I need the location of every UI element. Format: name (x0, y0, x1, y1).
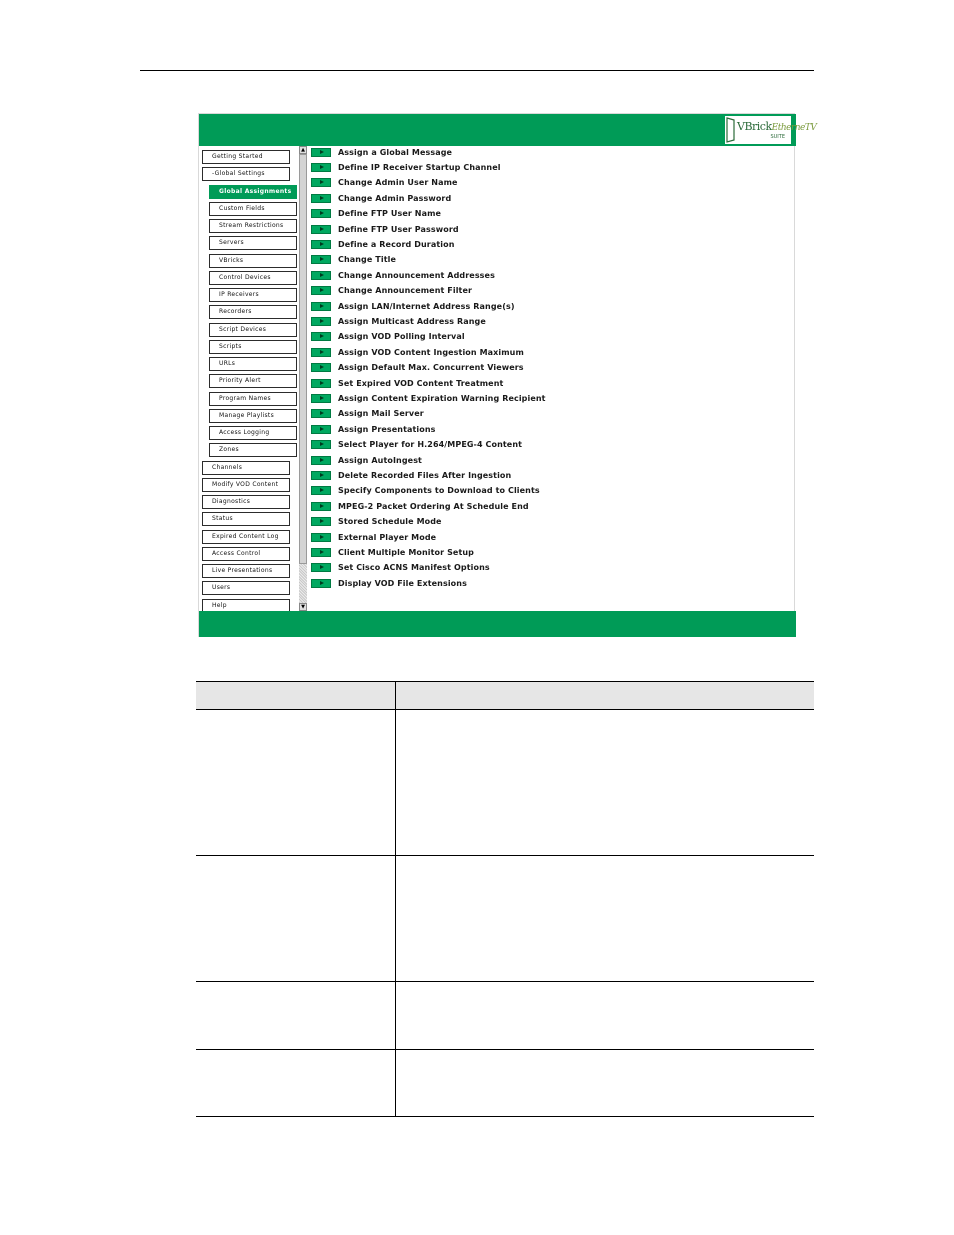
sidebar-item-script-devices[interactable]: Script Devices (209, 323, 297, 337)
list-item[interactable] (311, 146, 452, 158)
sidebar-item-users[interactable]: Users (202, 581, 290, 595)
play-arrow-icon[interactable] (311, 209, 331, 218)
play-arrow-icon[interactable] (311, 502, 331, 511)
play-arrow-icon[interactable] (311, 194, 331, 203)
list-item-label[interactable]: Change Admin Password (338, 193, 452, 203)
list-item[interactable] (311, 423, 436, 435)
play-arrow-icon[interactable] (311, 563, 331, 572)
sidebar-item-urls[interactable]: URLs (209, 357, 297, 371)
list-item-label[interactable]: Specify Components to Download to Clients (338, 486, 540, 496)
sidebar-item-getting-started[interactable]: Getting Started (202, 150, 290, 164)
table-rule (196, 1049, 814, 1050)
list-item[interactable] (311, 208, 441, 220)
list-item[interactable] (311, 454, 422, 466)
play-arrow-icon[interactable] (311, 394, 331, 403)
list-item[interactable] (311, 346, 524, 358)
play-arrow-icon[interactable] (311, 163, 331, 172)
list-item-label[interactable]: Change Announcement Filter (338, 286, 473, 296)
list-item-label[interactable]: Set Cisco ACNS Manifest Options (338, 563, 490, 573)
list-item[interactable] (311, 377, 503, 389)
play-arrow-icon[interactable] (311, 579, 331, 588)
list-item[interactable] (311, 485, 540, 497)
list-item[interactable] (311, 439, 522, 451)
list-item-label[interactable]: Change Announcement Addresses (338, 270, 495, 280)
sidebar-item-scripts[interactable]: Scripts (209, 340, 297, 354)
list-item-label[interactable]: Assign Default Max. Concurrent Viewers (338, 363, 524, 373)
play-arrow-icon[interactable] (311, 286, 331, 295)
sidebar-item-vbricks[interactable]: VBricks (209, 254, 297, 268)
list-item-label[interactable]: Stored Schedule Mode (338, 517, 442, 527)
play-arrow-icon[interactable] (311, 548, 331, 557)
play-arrow-icon[interactable] (311, 225, 331, 234)
list-item-label[interactable]: Define a Record Duration (338, 239, 455, 249)
play-arrow-icon[interactable] (311, 456, 331, 465)
list-item[interactable] (311, 254, 396, 266)
play-arrow-icon[interactable] (311, 240, 331, 249)
table-rule (196, 1116, 814, 1117)
table-rule (196, 709, 814, 710)
sidebar-item-live-presentations[interactable]: Live Presentations (202, 564, 290, 578)
play-arrow-icon[interactable] (311, 409, 331, 418)
play-arrow-icon[interactable] (311, 379, 331, 388)
sidebar-item-program-names[interactable]: Program Names (209, 392, 297, 406)
list-item[interactable] (311, 546, 474, 558)
sidebar-item-recorders[interactable]: Recorders (209, 305, 297, 319)
list-item[interactable] (311, 315, 486, 327)
play-arrow-icon[interactable] (311, 425, 331, 434)
play-arrow-icon[interactable] (311, 332, 331, 341)
sidebar-item-modify-vod-content[interactable]: Modify VOD Content (202, 478, 290, 492)
table-column-divider (395, 681, 396, 1117)
sidebar-item-channels[interactable]: Channels (202, 461, 290, 475)
list-item-label[interactable]: Assign LAN/Internet Address Range(s) (338, 301, 515, 311)
list-item-label[interactable]: Define FTP User Name (338, 209, 442, 219)
list-item[interactable] (311, 300, 515, 312)
logo-product: EtherneTV (771, 123, 817, 133)
sidebar-item-manage-playlists[interactable]: Manage Playlists (209, 409, 297, 423)
list-item[interactable] (311, 469, 511, 481)
sidebar-item-servers[interactable]: Servers (209, 236, 297, 250)
list-item-label[interactable]: Select Player for H.264/MPEG-4 Content (338, 440, 523, 450)
list-item[interactable] (311, 500, 529, 512)
list-item-label[interactable]: Define FTP User Password (338, 224, 459, 234)
play-arrow-icon[interactable] (311, 363, 331, 372)
play-arrow-icon[interactable] (311, 533, 331, 542)
play-arrow-icon[interactable] (311, 178, 331, 187)
play-arrow-icon[interactable] (311, 471, 331, 480)
play-arrow-icon[interactable] (311, 517, 331, 526)
sidebar-item-access-logging[interactable]: Access Logging (209, 426, 297, 440)
list-item[interactable] (311, 192, 451, 204)
scroll-up-arrow-icon[interactable]: ▲ (299, 146, 307, 154)
list-item-label[interactable]: Set Expired VOD Content Treatment (338, 378, 504, 388)
list-item[interactable] (311, 285, 472, 297)
sidebar-item-global-settings[interactable]: -Global Settings (202, 167, 290, 181)
sidebar-item-expired-content-log[interactable]: Expired Content Log (202, 530, 290, 544)
sidebar-item-help[interactable]: Help (202, 599, 290, 613)
list-item-label[interactable]: Assign a Global Message (338, 147, 453, 157)
list-item[interactable] (311, 408, 424, 420)
list-item[interactable] (311, 161, 501, 173)
play-arrow-icon[interactable] (311, 271, 331, 280)
sidebar-item-global-assignments[interactable]: Global Assignments (209, 185, 297, 199)
list-item[interactable] (311, 238, 455, 250)
play-arrow-icon[interactable] (311, 348, 331, 357)
sidebar-nav (199, 146, 299, 611)
logo-suffix: SUITE (770, 134, 785, 140)
sidebar-item-diagnostics[interactable]: Diagnostics (202, 495, 290, 509)
list-item[interactable] (311, 331, 465, 343)
play-arrow-icon[interactable] (311, 148, 331, 157)
list-item[interactable] (311, 577, 467, 589)
sidebar-item-status[interactable]: Status (202, 512, 290, 526)
list-item-label[interactable]: Assign Content Expiration Warning Recipient (338, 393, 546, 403)
list-item-label[interactable]: External Player Mode (338, 532, 437, 542)
list-item-label[interactable]: Assign Multicast Address Range (338, 316, 486, 326)
scroll-thumb[interactable] (299, 154, 307, 564)
logo-wordmark (737, 120, 816, 133)
sidebar-scrollbar[interactable] (299, 146, 307, 611)
list-item-label[interactable]: Assign Presentations (338, 424, 436, 434)
list-item[interactable] (311, 362, 524, 374)
scroll-down-arrow-icon[interactable]: ▼ (299, 603, 307, 611)
play-arrow-icon[interactable] (311, 255, 331, 264)
app-footer-bar (199, 611, 796, 637)
list-item-label[interactable]: Change Admin User Name (338, 178, 458, 188)
list-item-label[interactable]: Assign VOD Polling Interval (338, 332, 465, 342)
list-item[interactable] (311, 392, 546, 404)
play-arrow-icon[interactable] (311, 440, 331, 449)
sidebar-item-priority-alert[interactable]: Priority Alert (209, 374, 297, 388)
play-arrow-icon[interactable] (311, 317, 331, 326)
sidebar-item-stream-restrictions[interactable]: Stream Restrictions (209, 219, 297, 233)
list-item[interactable] (311, 531, 436, 543)
table-rule (196, 855, 814, 856)
sidebar-item-zones[interactable]: Zones (209, 443, 297, 457)
list-item[interactable] (311, 562, 490, 574)
list-item[interactable] (311, 516, 442, 528)
list-item[interactable] (311, 269, 495, 281)
list-item-label[interactable]: Client Multiple Monitor Setup (338, 547, 475, 557)
list-item-label[interactable]: Assign AutoIngest (338, 455, 422, 465)
list-item-label[interactable]: Display VOD File Extensions (338, 578, 467, 588)
app-window (198, 113, 817, 637)
sidebar-item-custom-fields[interactable]: Custom Fields (209, 202, 297, 216)
list-item-label[interactable]: MPEG-2 Packet Ordering At Schedule End (338, 501, 529, 511)
sidebar-item-access-control[interactable]: Access Control (202, 547, 290, 561)
logo-brand: VBrick (737, 120, 772, 133)
page-header-rule (140, 70, 814, 71)
sidebar-item-ip-receivers[interactable]: IP Receivers (209, 288, 297, 302)
table-rule (196, 981, 814, 982)
table-header-row (196, 681, 814, 709)
play-arrow-icon[interactable] (311, 302, 331, 311)
play-arrow-icon[interactable] (311, 486, 331, 495)
list-item[interactable] (311, 223, 459, 235)
list-item-label[interactable]: Assign VOD Content Ingestion Maximum (338, 347, 524, 357)
app-header-bar (199, 114, 817, 146)
vbrick-logo (725, 116, 817, 144)
list-item[interactable] (311, 177, 458, 189)
list-item-label[interactable]: Delete Recorded Files After Ingestion (338, 470, 512, 480)
sidebar-item-control-devices[interactable]: Control Devices (209, 271, 297, 285)
list-item-label[interactable]: Define IP Receiver Startup Channel (338, 162, 501, 172)
list-item-label[interactable]: Change Title (338, 255, 396, 265)
list-item-label[interactable]: Assign Mail Server (338, 409, 424, 419)
